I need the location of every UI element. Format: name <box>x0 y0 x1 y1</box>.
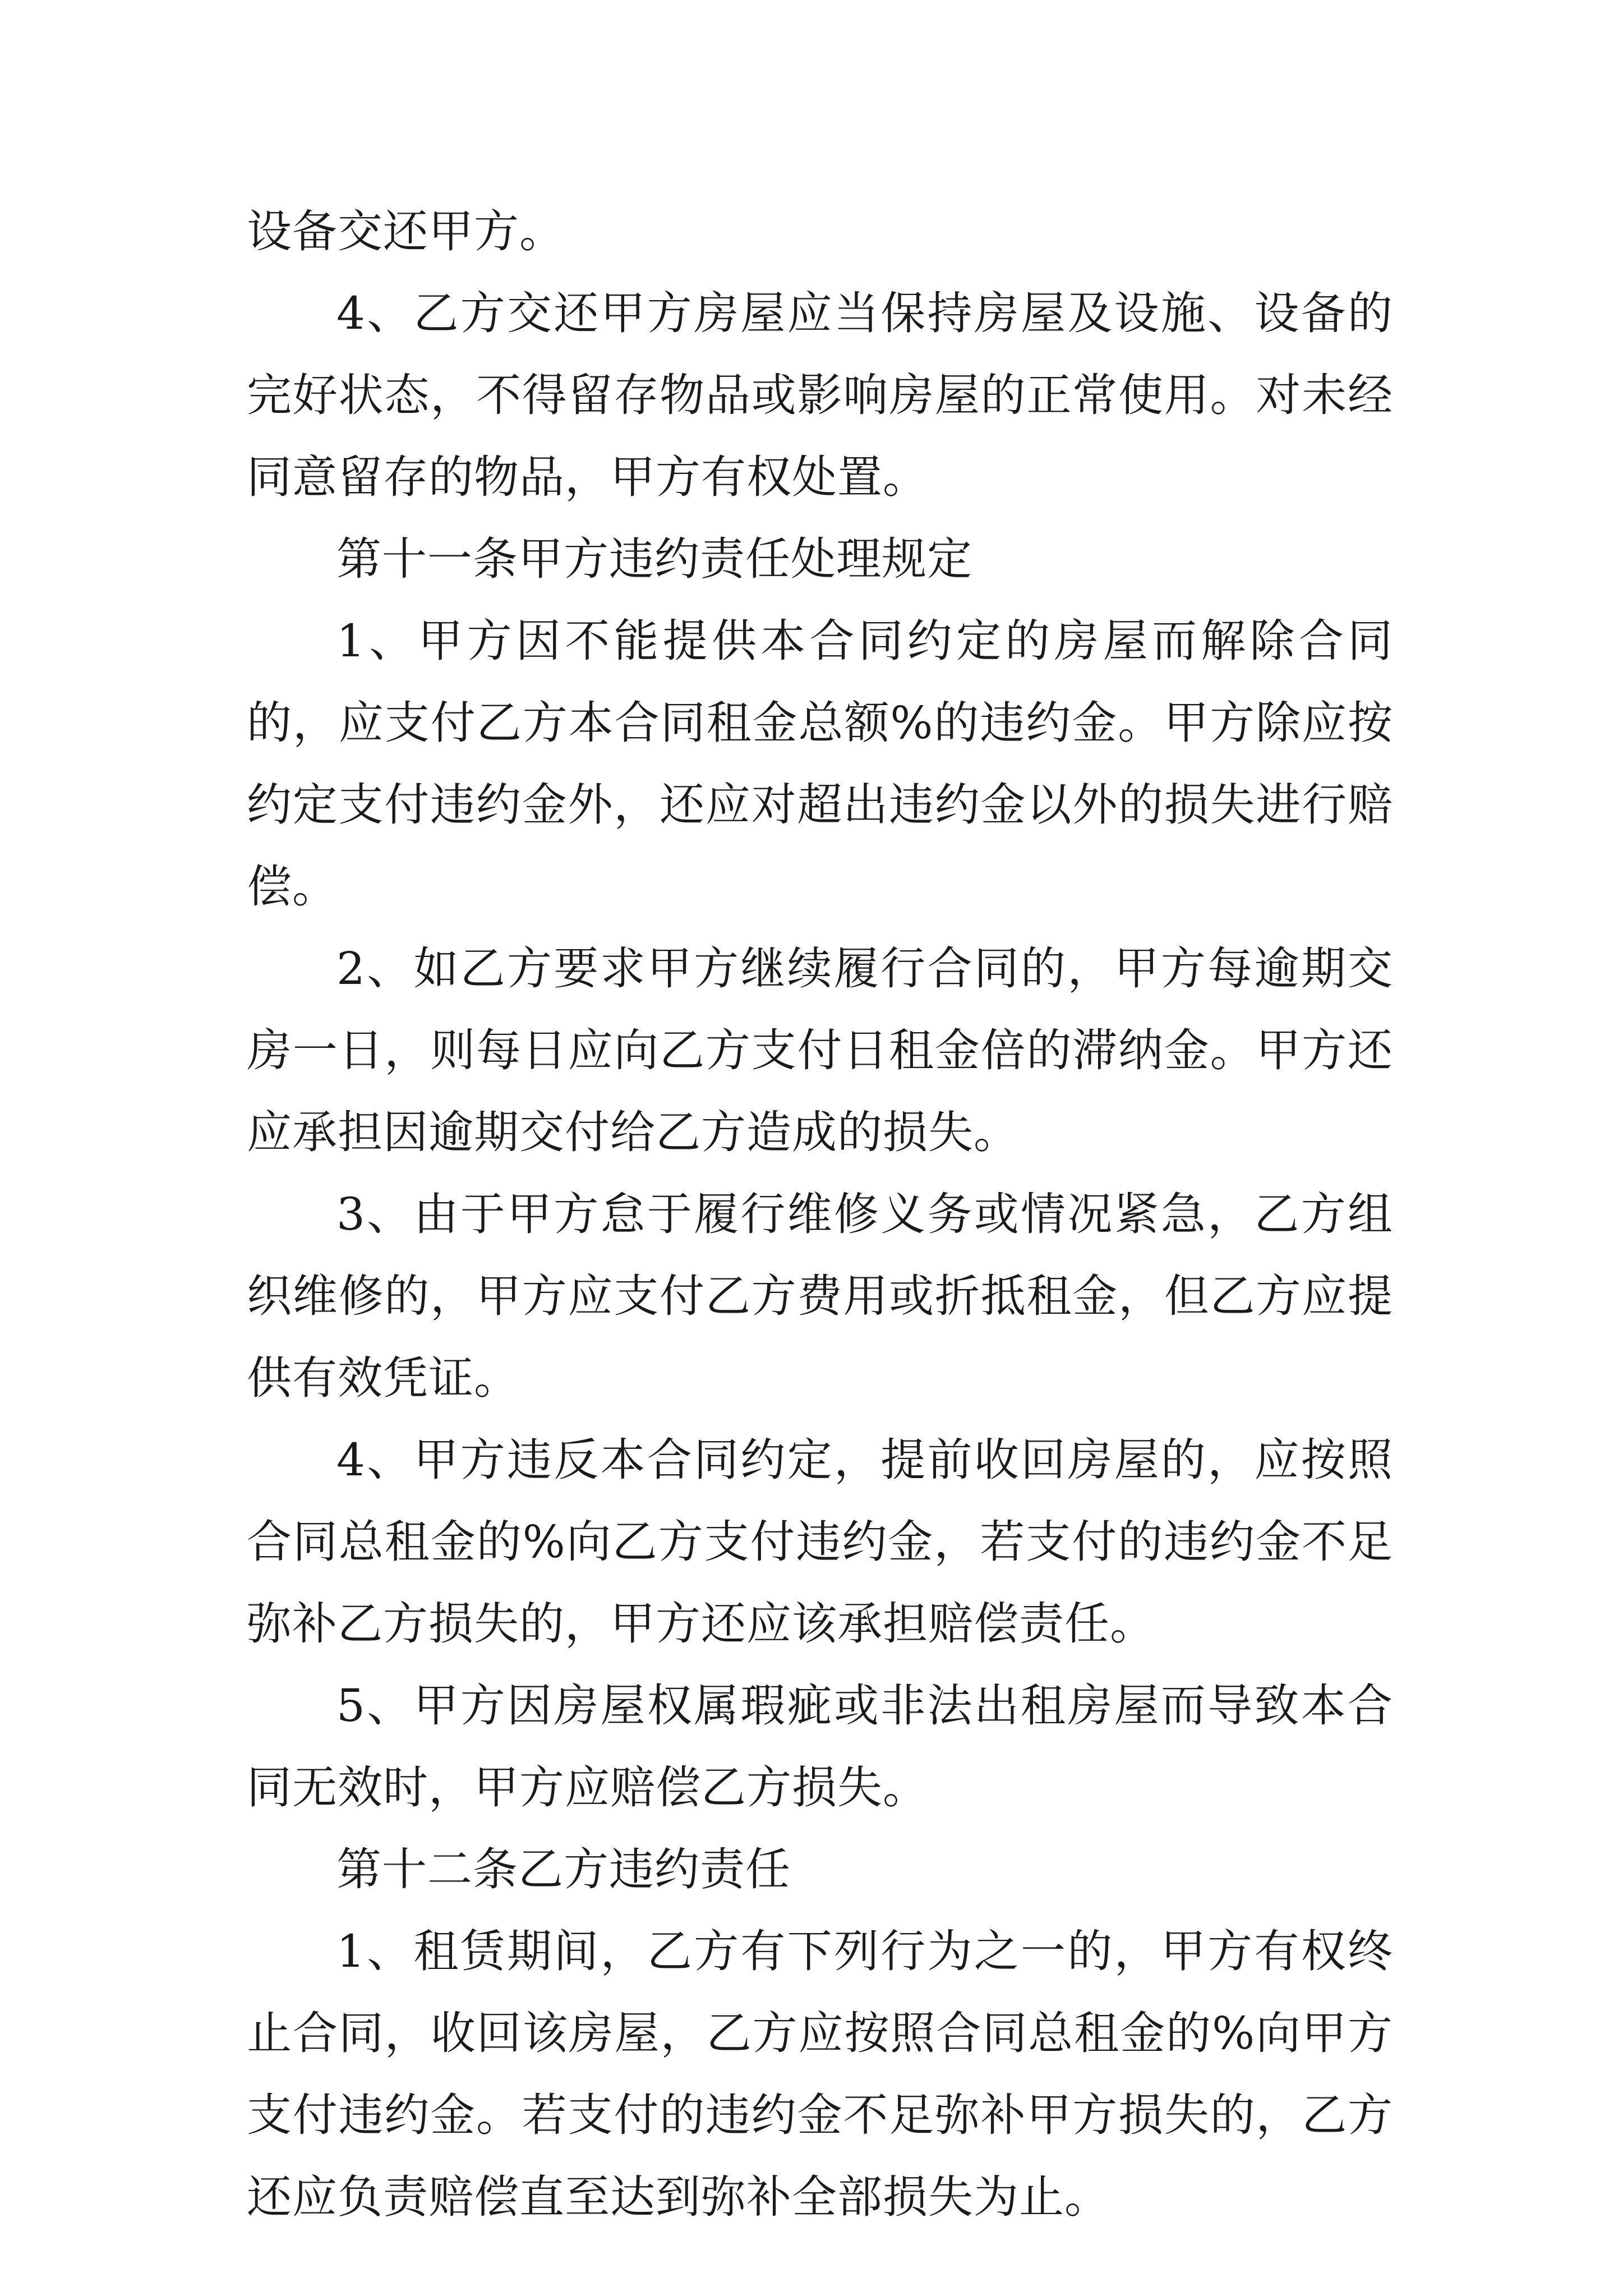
paragraph-article-11-item-5: 5、甲方因房屋权属瑕疵或非法出租房屋而导致本合同无效时，甲方应赔偿乙方损失。 <box>247 1680 1393 1814</box>
document-body <box>247 191 1393 2238</box>
section-heading-article-11: 第十一条甲方违约责任处理规定 <box>336 533 972 585</box>
section-heading-article-12: 第十二条乙方违约责任 <box>336 1843 791 1895</box>
paragraph-article-12-item-1: 1、租赁期间，乙方有下列行为之一的，甲方有权终止合同，收回该房屋，乙方应按照合同总租金的%向甲方支付违约金。若支付的违约金不足弥补甲方损失的，乙方还应负责赔偿直至达到弥补全部损失为止。 <box>247 1925 1393 2223</box>
paragraph-article-11-item-1: 1、甲方因不能提供本合同约定的房屋而解除合同的，应支付乙方本合同租金总额%的违约金。甲方除应按约定支付违约金外，还应对超出违约金以外的损失进行赔偿。 <box>247 615 1393 913</box>
paragraph-continued: 设备交还甲方。 <box>247 205 565 257</box>
paragraph-clause-4-return-house: 4、乙方交还甲方房屋应当保持房屋及设施、设备的完好状态，不得留存物品或影响房屋的正常使用。对未经同意留存的物品，甲方有权处置。 <box>247 287 1393 503</box>
paragraph-article-11-item-3: 3、由于甲方怠于履行维修义务或情况紧急，乙方组织维修的，甲方应支付乙方费用或折抵租金，但乙方应提供有效凭证。 <box>247 1188 1393 1404</box>
paragraph-article-11-item-2: 2、如乙方要求甲方继续履行合同的，甲方每逾期交房一日，则每日应向乙方支付日租金倍的滞纳金。甲方还应承担因逾期交付给乙方造成的损失。 <box>247 942 1393 1158</box>
paragraph-article-11-item-4: 4、甲方违反本合同约定，提前收回房屋的，应按照合同总租金的%向乙方支付违约金，若支付的违约金不足弥补乙方损失的，甲方还应该承担赔偿责任。 <box>247 1434 1393 1650</box>
